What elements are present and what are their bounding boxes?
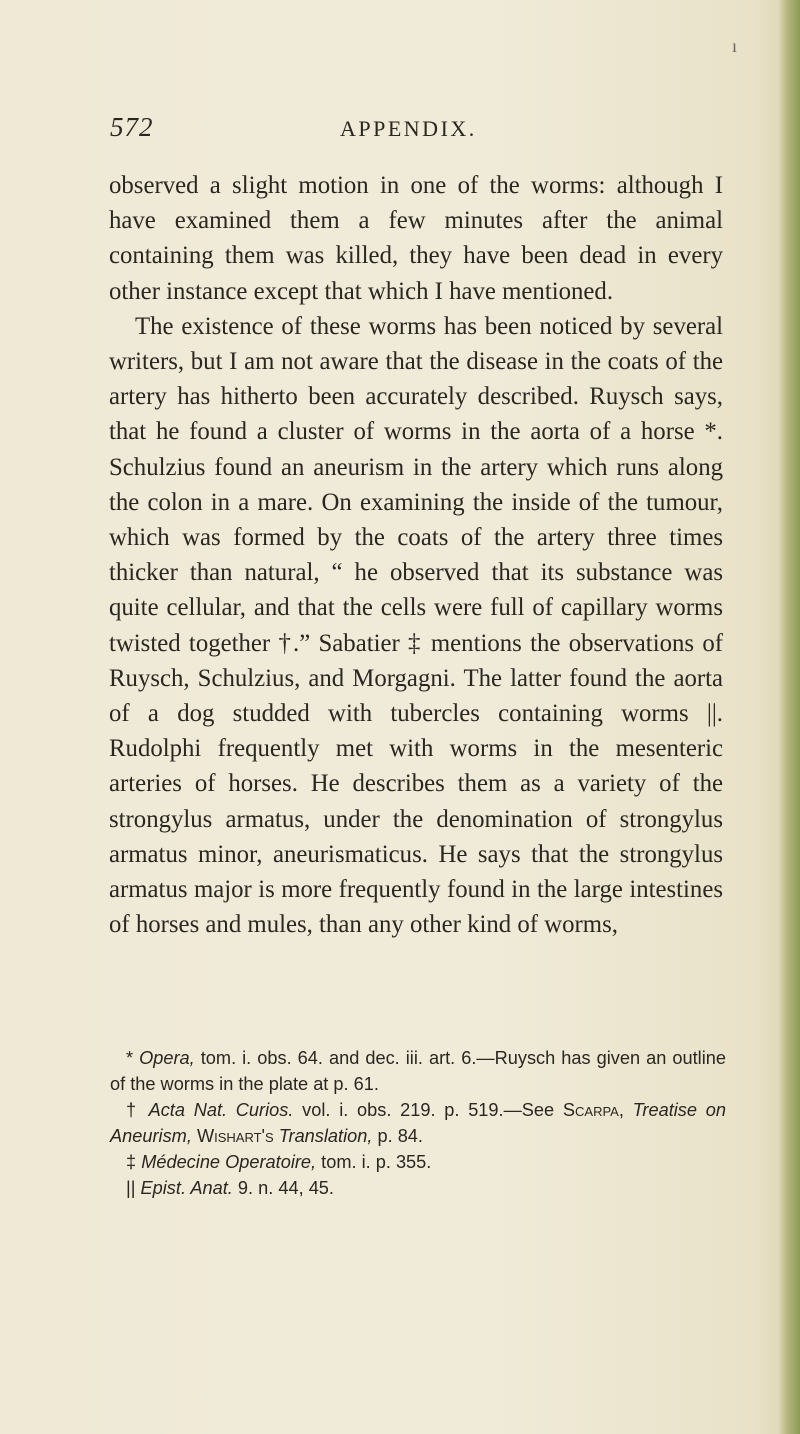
footnote-text: tom. i. p. 355. [316,1152,432,1172]
footnote-mark: || [126,1178,136,1198]
footnote-4 [110,1175,726,1201]
footnote-text: p. 84. [372,1126,423,1146]
body-text [109,168,723,942]
footnote-mark: * [126,1048,134,1068]
corner-mark: ı [732,36,738,56]
footnote-title: Opera, [139,1048,195,1068]
footnote-mark: † [126,1100,140,1120]
footnote-mark: ‡ [126,1152,137,1172]
footnote-title: Epist. Anat. [140,1178,233,1198]
footnote-title: Translation, [278,1126,373,1146]
page-number: 572 [110,112,154,142]
running-head: APPENDIX. [340,116,477,141]
footnote-title: Médecine Operatoire, [141,1152,317,1172]
page-header [110,112,730,152]
page-edge [778,0,800,1434]
footnote-1 [110,1045,726,1097]
paragraph-1: observed a slight motion in one of the worms: although I have examined them a few minutes after the animal containing them was killed, they have been dead in every other instance except that which I have mentioned. [109,172,723,305]
footnotes [110,1045,726,1201]
footnote-3 [110,1149,726,1175]
footnote-text: tom. i. obs. 64. and dec. iii. art. 6.—Ruysch has given an outline of the worms in the plate at p. 61. [110,1048,726,1094]
footnote-author: Scarpa, [562,1100,624,1120]
paragraph-2: The existence of these worms has been noticed by several writers, but I am not aware that the disease in the coats of the artery has hitherto been accurately described. Ruysch says, that he found a cluster of worms in the aorta of a horse *. Schulzius found an aneurism in the artery which runs along the colon in a mare. On examining the inside of the tumour, which was formed by the coats of the artery three times thicker than natural, “ he observed that its substance was quite cellular, and that the cells were full of capillary worms twisted together †.” Sabatier ‡ mentions the observations of Ruysch, Schulzius, and Morgagni. The latter found the aorta of a dog studded with tubercles containing worms ||. Rudolphi frequently met with worms in the mesenteric arteries of horses. He describes them as a variety of the strongylus armatus, under the denomination of strongylus armatus minor, aneurismaticus. He says that the strongylus armatus major is more frequently found in the large intestines of horses and mules, than any other kind of worms, [109,312,723,939]
footnote-author: Wishart's [196,1126,274,1146]
footnote-title: Treatise on Aneurism, [110,1100,726,1146]
footnote-2 [110,1097,726,1149]
footnote-text: vol. i. obs. 219. p. 519.—See [293,1100,563,1120]
footnote-title: Acta Nat. Curios. [148,1100,294,1120]
footnote-text: 9. n. 44, 45. [232,1178,334,1198]
